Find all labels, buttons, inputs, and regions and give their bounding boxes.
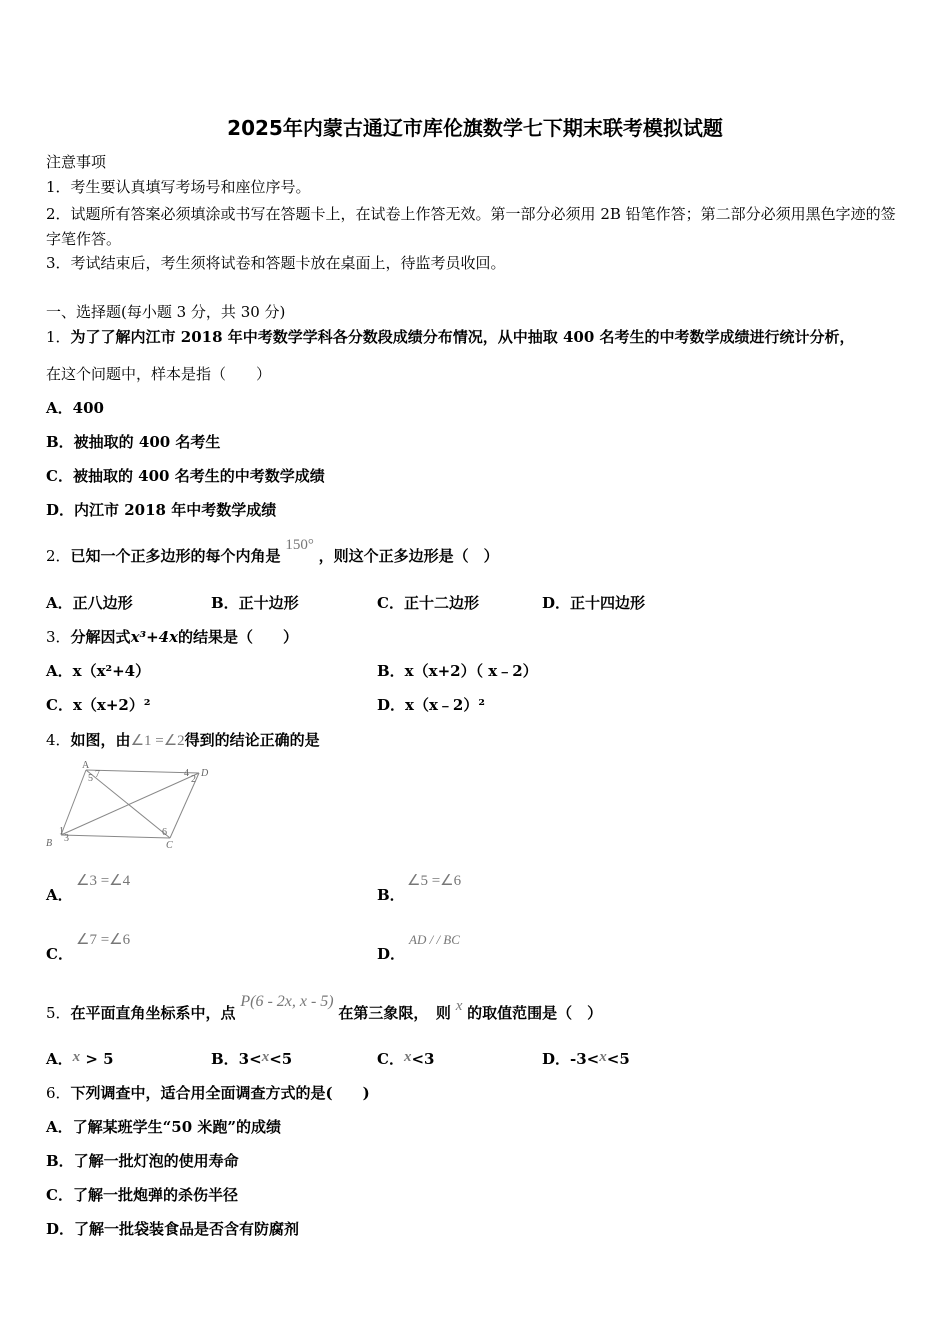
expression: x³+4x bbox=[130, 628, 179, 646]
question-text: 如图，由 bbox=[70, 731, 131, 749]
q5-option-a[interactable] bbox=[46, 1049, 114, 1070]
q4-option-c[interactable] bbox=[46, 932, 131, 964]
option-letter: D． bbox=[377, 945, 406, 963]
q1-option-a[interactable]: A．400 bbox=[46, 399, 104, 417]
option-label: D．-3< bbox=[542, 1050, 600, 1068]
label-5: 5 bbox=[88, 773, 93, 784]
notice-heading: 注意事项 bbox=[46, 153, 107, 171]
label-6: 6 bbox=[162, 827, 167, 838]
parallelogram-figure bbox=[44, 760, 214, 855]
variable-x: x bbox=[403, 1049, 412, 1065]
segment-ad bbox=[86, 770, 199, 773]
variable-x: x bbox=[455, 998, 463, 1014]
q2-option-c[interactable]: C．正十二边形 bbox=[377, 594, 479, 612]
question-text: 下列调查中，适合用全面调查方式的是( ) bbox=[70, 1084, 370, 1102]
variable-x: x bbox=[599, 1049, 607, 1065]
q6-option-d[interactable]: D．了解一批袋装食品是否含有防腐剂 bbox=[46, 1220, 300, 1238]
condition: ∠1 =∠2 bbox=[130, 733, 185, 749]
page-title: 2025年内蒙古通辽市库伦旗数学七下期末联考模拟试题 bbox=[227, 116, 723, 140]
question-number: 1． bbox=[46, 328, 71, 346]
q3-option-d[interactable]: D．x（x﹣2）² bbox=[377, 696, 485, 714]
q2-option-a[interactable]: A．正八边形 bbox=[46, 594, 133, 612]
option-letter: A． bbox=[46, 886, 73, 904]
q2-option-b[interactable]: B．正十边形 bbox=[211, 594, 299, 612]
question-number: 4． bbox=[46, 731, 71, 749]
question-text: 为了了解内江市 2018 年中考数学学科各分数段成绩分布情况，从中抽取 400 名考生的中考数学成绩进行统计分析， bbox=[70, 328, 855, 346]
notice-item-2: 2．试题所有答案必须填涂或书写在答题卡上，在试卷上作答无效。第一部分必须用 2B 铅笔作答；第二部分必须用黑色字迹的签字笔作答。 bbox=[46, 205, 896, 248]
option-label: B．3< bbox=[211, 1050, 262, 1068]
label-b: B bbox=[46, 838, 53, 849]
q1-option-c[interactable]: C．被抽取的 400 名考生的中考数学成绩 bbox=[46, 467, 325, 485]
q3-option-a[interactable]: A．x（x²+4） bbox=[46, 662, 151, 680]
question-text-cont: 得到的结论正确的是 bbox=[184, 731, 320, 749]
option-letter: C． bbox=[46, 945, 73, 963]
question-text: 分解因式 bbox=[70, 628, 131, 646]
label-3: 3 bbox=[64, 833, 69, 844]
question-number: 2． bbox=[46, 547, 71, 565]
q4-option-d[interactable] bbox=[377, 932, 460, 964]
label-2: 2 bbox=[191, 774, 196, 785]
option-math: AD / / BC bbox=[409, 932, 460, 947]
option-letter: B． bbox=[377, 886, 405, 904]
point-expression: P(6 - 2x, x - 5) bbox=[240, 993, 334, 1010]
label-c: C bbox=[166, 840, 173, 851]
section-heading: 一、选择题(每小题 3 分，共 30 分) bbox=[46, 303, 286, 321]
q4-option-a[interactable] bbox=[46, 873, 131, 905]
q6-option-b[interactable]: B．了解一批灯泡的使用寿命 bbox=[46, 1152, 239, 1170]
option-math: ∠7 =∠6 bbox=[76, 932, 131, 948]
question-2-stem bbox=[46, 537, 499, 567]
question-1-stem bbox=[46, 327, 855, 347]
q1-option-b[interactable]: B．被抽取的 400 名考生 bbox=[46, 433, 221, 451]
q2-option-d[interactable]: D．正十四边形 bbox=[542, 594, 646, 612]
label-4: 4 bbox=[184, 768, 189, 779]
option-rest: > 5 bbox=[80, 1050, 114, 1068]
q1-option-d[interactable]: D．内江市 2018 年中考数学成绩 bbox=[46, 501, 277, 519]
question-5-stem bbox=[46, 993, 603, 1024]
q5-option-d[interactable] bbox=[542, 1049, 630, 1070]
segment-bc bbox=[61, 835, 170, 838]
label-1: 1 bbox=[59, 826, 64, 837]
question-number: 6． bbox=[46, 1084, 71, 1102]
question-text: 在平面直角坐标系中，点 bbox=[70, 1004, 236, 1022]
q3-option-c[interactable]: C．x（x+2）² bbox=[46, 696, 151, 714]
diagonal-ac bbox=[86, 770, 170, 838]
option-label: A． bbox=[46, 1050, 73, 1068]
question-6-stem bbox=[46, 1083, 370, 1103]
angle-value: 150° bbox=[285, 537, 314, 553]
label-d: D bbox=[201, 768, 209, 779]
question-3-stem bbox=[46, 627, 298, 647]
question-4-stem bbox=[46, 730, 320, 751]
option-label: C． bbox=[377, 1050, 404, 1068]
variable-x: x bbox=[72, 1049, 81, 1065]
question-text-cont: 在第三象限， 则 bbox=[338, 1004, 451, 1022]
option-math: ∠3 =∠4 bbox=[76, 873, 131, 889]
q5-option-c[interactable] bbox=[377, 1049, 434, 1070]
q4-option-b[interactable] bbox=[377, 873, 462, 905]
variable-x: x bbox=[261, 1049, 270, 1065]
question-text-cont: 的结果是（ ） bbox=[178, 628, 299, 646]
question-text-cont: ，则这个正多边形是（ ） bbox=[318, 547, 499, 565]
label-7: 7 bbox=[95, 769, 100, 780]
question-text: 已知一个正多边形的每个内角是 bbox=[70, 547, 281, 565]
q5-option-b[interactable] bbox=[211, 1049, 292, 1070]
label-a: A bbox=[82, 760, 90, 771]
q3-option-b[interactable]: B．x（x+2）（ x﹣2） bbox=[377, 662, 538, 680]
option-math: ∠5 =∠6 bbox=[407, 873, 462, 889]
option-rest: <3 bbox=[411, 1050, 435, 1068]
q6-option-a[interactable]: A．了解某班学生“50 米跑”的成绩 bbox=[46, 1118, 281, 1136]
question-text-end: 的取值范围是（ ） bbox=[467, 1004, 603, 1022]
option-rest: <5 bbox=[606, 1050, 630, 1068]
question-1-stem-cont: 在这个问题中，样本是指（ ） bbox=[46, 365, 272, 383]
notice-item-3: 3．考试结束后，考生须将试卷和答题卡放在桌面上，待监考员收回。 bbox=[46, 254, 506, 272]
option-rest: <5 bbox=[269, 1050, 293, 1068]
q6-option-c[interactable]: C．了解一批炮弹的杀伤半径 bbox=[46, 1186, 238, 1204]
notice-item-1: 1．考生要认真填写考场号和座位序号。 bbox=[46, 178, 311, 196]
question-number: 5． bbox=[46, 1004, 71, 1022]
question-number: 3． bbox=[46, 628, 71, 646]
